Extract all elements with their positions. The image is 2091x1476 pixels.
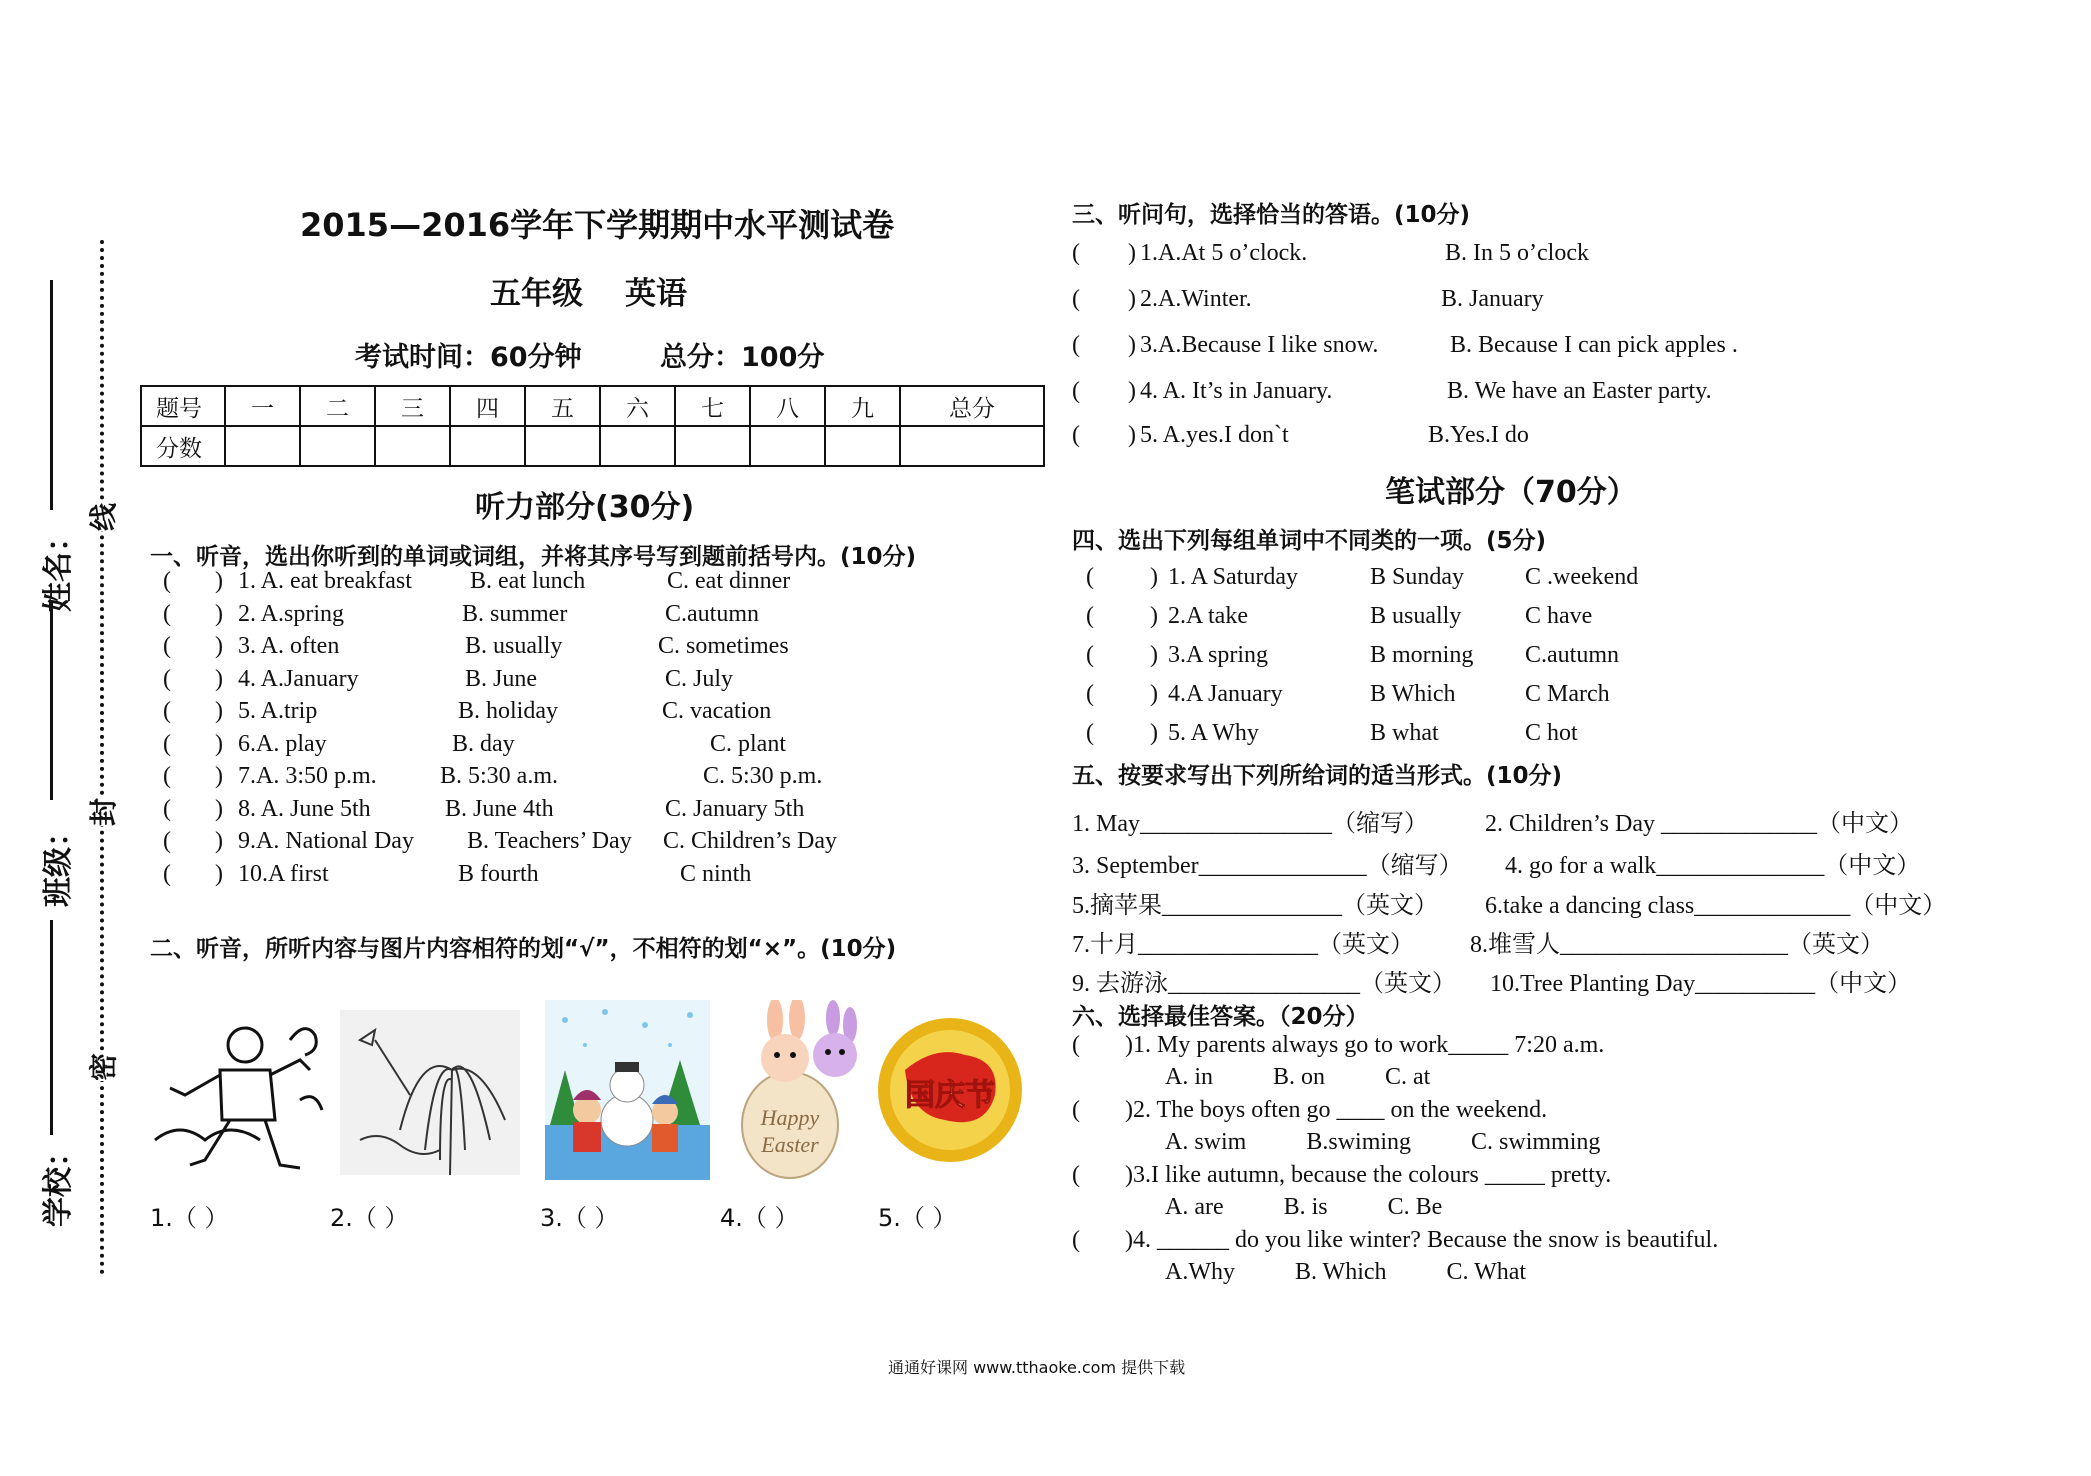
- score-cell[interactable]: [900, 426, 1044, 466]
- answer-paren-open[interactable]: (: [163, 860, 171, 887]
- answer-paren-open[interactable]: (: [1086, 642, 1094, 668]
- footer-source: 通通好课网 www.tthaoke.com 提供下载: [888, 1358, 1186, 1377]
- answer-paren-open[interactable]: (: [163, 795, 171, 822]
- option-b: B. eat lunch: [470, 568, 586, 594]
- option-b: B usually: [1370, 603, 1462, 629]
- option-b: B Sunday: [1370, 564, 1465, 590]
- option-a: 5. A.yes.I don`t: [1140, 422, 1289, 448]
- taichi-picture: [150, 1000, 325, 1180]
- score-col-5: 五: [525, 386, 600, 426]
- question: )2. The boys often go ____ on the weekend.: [1125, 1097, 1548, 1123]
- option-b: B.Yes.I do: [1428, 422, 1529, 448]
- option-c: C March: [1525, 681, 1610, 707]
- willow-tree-picture: [340, 1000, 520, 1180]
- option-b: B. January: [1441, 286, 1544, 312]
- answer-paren-open[interactable]: (: [1072, 1162, 1080, 1188]
- answer-paren-open[interactable]: (: [1072, 1097, 1080, 1123]
- answer-paren-open[interactable]: (: [1072, 332, 1080, 358]
- answer-paren-close[interactable]: ): [215, 763, 223, 789]
- answer-paren-close[interactable]: ): [215, 795, 223, 822]
- option-b: B. Teachers’ Day: [467, 828, 632, 854]
- answer-paren-open[interactable]: (: [1072, 286, 1080, 312]
- option-b: B what: [1370, 720, 1439, 746]
- section6-title: 六、选择最佳答案。（20分）: [1072, 1004, 1369, 1030]
- score-col-7: 七: [675, 386, 750, 426]
- answer-paren-open[interactable]: (: [163, 665, 171, 692]
- option-b: B. In 5 o’clock: [1445, 240, 1589, 266]
- answer-paren-open[interactable]: (: [163, 633, 171, 659]
- option-b: B. usually: [465, 633, 563, 659]
- option-b: B. summer: [462, 600, 568, 627]
- option-c: C have: [1525, 603, 1593, 629]
- answer-paren-close[interactable]: ): [215, 568, 223, 594]
- answer-paren-open[interactable]: (: [163, 600, 171, 627]
- picture-answer-3[interactable]: 3.（ ）: [540, 1204, 619, 1232]
- binding-dotted-line: [100, 240, 104, 1275]
- section2-title: 二、听音，所听内容与图片内容相符的划“√”，不相符的划“×”。(10分): [150, 936, 897, 962]
- picture-answer-5[interactable]: 5.（ ）: [878, 1204, 957, 1232]
- national-day-text: 国庆节: [905, 1078, 995, 1113]
- option-c: C. vacation: [662, 698, 772, 724]
- option-c: C. January 5th: [665, 795, 805, 822]
- school-write-line: [50, 920, 53, 1135]
- answer-paren-close[interactable]: ): [1128, 240, 1136, 266]
- option-a: 4.A January: [1168, 681, 1283, 707]
- question: )3.I like autumn, because the colours _____ pretty.: [1125, 1162, 1612, 1188]
- answer-paren-open[interactable]: (: [163, 763, 171, 789]
- grade-label: 五年级: [490, 276, 583, 312]
- binding-mark-secret: 密: [80, 1053, 124, 1081]
- option-c: C .weekend: [1525, 564, 1639, 590]
- class-label: 班级：: [41, 817, 76, 907]
- option-a: 2.A.Winter.: [1140, 286, 1252, 312]
- option-c: C ninth: [680, 860, 752, 887]
- answer-paren-close[interactable]: ): [1128, 286, 1136, 312]
- option-b: B. day: [452, 730, 515, 757]
- score-table-score-row: [141, 426, 1044, 466]
- score-cell[interactable]: [675, 426, 750, 466]
- answer-paren-open[interactable]: (: [163, 828, 171, 854]
- fill-item-left[interactable]: 5.摘苹果_______________（英文）: [1072, 893, 1438, 919]
- option-c: C.autumn: [665, 600, 759, 627]
- picture-answer-4[interactable]: 4.（ ）: [720, 1204, 799, 1232]
- answer-paren-open[interactable]: (: [163, 698, 171, 724]
- option-a: 4. A.January: [238, 665, 359, 692]
- fill-item-left[interactable]: 3. September______________（缩写）: [1072, 853, 1463, 879]
- fill-item-left[interactable]: 7.十月_______________（英文）: [1072, 932, 1414, 958]
- answer-paren-close[interactable]: ): [1128, 332, 1136, 358]
- answer-paren-close[interactable]: ): [1128, 422, 1136, 448]
- option-a: 1. A Saturday: [1168, 564, 1298, 590]
- option-a: 7.A. 3:50 p.m.: [238, 763, 377, 789]
- answer-paren-close[interactable]: ): [1150, 564, 1158, 590]
- exam-title: 2015—2016学年下学期期中水平测试卷: [300, 206, 895, 244]
- answer-paren-close[interactable]: ): [1128, 378, 1136, 404]
- score-cell[interactable]: [300, 426, 375, 466]
- option-b: B. June 4th: [445, 795, 554, 822]
- section4-title: 四、选出下列每组单词中不同类的一项。(5分): [1072, 528, 1547, 554]
- answer-paren-close[interactable]: ): [215, 665, 223, 692]
- score-col-4: 四: [450, 386, 525, 426]
- option-c: C. sometimes: [658, 633, 789, 659]
- option-a: 9.A. National Day: [238, 828, 414, 854]
- answer-paren-open[interactable]: (: [1072, 422, 1080, 448]
- option-a: 10.A first: [238, 860, 329, 887]
- section1-title: 一、听音，选出你听到的单词或词组，并将其序号写到题前括号内。(10分): [150, 544, 917, 570]
- option-a: 2. A.spring: [238, 600, 345, 627]
- answer-paren-open[interactable]: (: [1086, 720, 1094, 746]
- score-table-header-row: [141, 386, 1044, 426]
- option-a: 8. A. June 5th: [238, 795, 371, 822]
- score-col-6: 六: [600, 386, 675, 426]
- fill-item-right[interactable]: 2. Children’s Day _____________（中文）: [1485, 811, 1913, 837]
- score-cell[interactable]: [375, 426, 450, 466]
- answer-paren-close[interactable]: ): [1150, 720, 1158, 746]
- fill-item-left[interactable]: 9. 去游泳________________（英文）: [1072, 971, 1456, 997]
- option-a: 5. A Why: [1168, 720, 1259, 746]
- option-a: 5. A.trip: [238, 698, 318, 724]
- name-write-line: [50, 280, 53, 510]
- score-cell[interactable]: [450, 426, 525, 466]
- option-c: C.autumn: [1525, 642, 1619, 668]
- section5-title: 五、按要求写出下列所给词的适当形式。(10分): [1072, 763, 1563, 789]
- answer-paren-open[interactable]: (: [1072, 240, 1080, 266]
- answer-paren-close[interactable]: ): [215, 600, 223, 627]
- option-b: B morning: [1370, 642, 1474, 668]
- answer-paren-open[interactable]: (: [163, 568, 171, 594]
- question: )4. ______ do you like winter? Because the snow is beautiful.: [1125, 1227, 1719, 1253]
- snowman-picture: [545, 1000, 710, 1180]
- answer-paren-close[interactable]: ): [1150, 603, 1158, 629]
- answer-paren-close[interactable]: ): [215, 860, 223, 887]
- national-day-picture: [875, 1000, 1025, 1180]
- score-col-3: 三: [375, 386, 450, 426]
- option-a: 4. A. It’s in January.: [1140, 378, 1333, 404]
- fill-item-right[interactable]: 10.Tree Planting Day__________（中文）: [1490, 971, 1912, 997]
- score-row-label: 分数: [141, 426, 225, 466]
- option-c: C. July: [665, 665, 734, 692]
- score-col-8: 八: [750, 386, 825, 426]
- easter-bunny-picture: [735, 1000, 865, 1180]
- option-b: B. 5:30 a.m.: [440, 763, 558, 789]
- total-score: 总分：100分: [660, 342, 825, 373]
- score-col-2: 二: [300, 386, 375, 426]
- score-cell[interactable]: [600, 426, 675, 466]
- score-table: [140, 385, 1045, 467]
- binding-mark-line: 线: [80, 503, 124, 531]
- option-b: B Which: [1370, 681, 1456, 707]
- option-c: C. Children’s Day: [663, 828, 837, 854]
- option-a: 3.A spring: [1168, 642, 1269, 668]
- picture-answer-2[interactable]: 2.（ ）: [330, 1204, 409, 1232]
- name-label: 姓名：: [41, 522, 76, 612]
- easter-text-easter: Easter: [761, 1132, 819, 1157]
- answer-paren-close[interactable]: ): [215, 828, 223, 854]
- writing-title: 笔试部分（70分）: [1385, 475, 1637, 510]
- answer-paren-open[interactable]: (: [1086, 603, 1094, 629]
- class-write-line: [50, 600, 53, 800]
- score-cell[interactable]: [525, 426, 600, 466]
- option-a: 6.A. play: [238, 730, 327, 757]
- option-a: 2.A take: [1168, 603, 1248, 629]
- option-c: C. 5:30 p.m.: [703, 763, 823, 789]
- answer-paren-open[interactable]: (: [1072, 1227, 1080, 1253]
- option-c: C. plant: [710, 730, 786, 757]
- question: )1. My parents always go to work_____ 7:20 a.m.: [1125, 1032, 1605, 1058]
- score-cell[interactable]: [225, 426, 300, 466]
- option-c: C. eat dinner: [667, 568, 791, 594]
- answer-options: A. in B. on C. at: [1165, 1064, 1431, 1090]
- score-cell[interactable]: [750, 426, 825, 466]
- fill-item-right[interactable]: 6.take a dancing class_____________（中文）: [1485, 893, 1947, 919]
- answer-options: A. are B. is C. Be: [1165, 1194, 1443, 1220]
- answer-paren-close[interactable]: ): [215, 730, 223, 757]
- answer-paren-close[interactable]: ): [1150, 642, 1158, 668]
- option-b: B. June: [465, 665, 537, 692]
- option-b: B. Because I can pick apples .: [1450, 332, 1738, 358]
- answer-paren-open[interactable]: (: [1086, 681, 1094, 707]
- score-cell[interactable]: [825, 426, 900, 466]
- listening-title: 听力部分(30分): [475, 490, 695, 525]
- subject-label: 英语: [625, 276, 687, 312]
- fill-item-right[interactable]: 4. go for a walk______________（中文）: [1505, 853, 1921, 879]
- option-a: 3.A.Because I like snow.: [1140, 332, 1379, 358]
- option-a: 1.A.At 5 o’clock.: [1140, 240, 1308, 266]
- answer-paren-close[interactable]: ): [215, 698, 223, 724]
- answer-paren-open[interactable]: (: [1072, 1032, 1080, 1058]
- score-col-1: 一: [225, 386, 300, 426]
- answer-paren-close[interactable]: ): [1150, 681, 1158, 707]
- picture-answer-1[interactable]: 1.（ ）: [150, 1204, 229, 1232]
- answer-options: A.Why B. Which C. What: [1165, 1259, 1527, 1285]
- answer-paren-open[interactable]: (: [163, 730, 171, 757]
- exam-time: 考试时间：60分钟: [355, 342, 582, 373]
- answer-paren-close[interactable]: ): [215, 633, 223, 659]
- option-a: 3. A. often: [238, 633, 340, 659]
- score-col-9: 九: [825, 386, 900, 426]
- school-label: 学校：: [41, 1137, 76, 1227]
- answer-paren-open[interactable]: (: [1086, 564, 1094, 590]
- section3-title: 三、听问句，选择恰当的答语。(10分): [1072, 202, 1471, 228]
- fill-item-left[interactable]: 1. May________________（缩写）: [1072, 811, 1428, 837]
- score-col-10: 总分: [900, 386, 1044, 426]
- fill-item-right[interactable]: 8.堆雪人___________________（英文）: [1470, 932, 1884, 958]
- option-b: B fourth: [458, 860, 539, 887]
- answer-options: A. swim B.swiming C. swimming: [1165, 1129, 1601, 1155]
- easter-text-happy: Happy: [760, 1105, 820, 1130]
- binding-mark-seal: 封: [80, 798, 124, 826]
- option-b: B. We have an Easter party.: [1447, 378, 1712, 404]
- option-b: B. holiday: [458, 698, 558, 724]
- answer-paren-open[interactable]: (: [1072, 378, 1080, 404]
- score-col-0: 题号: [141, 386, 225, 426]
- option-c: C hot: [1525, 720, 1578, 746]
- option-a: 1. A. eat breakfast: [238, 568, 412, 594]
